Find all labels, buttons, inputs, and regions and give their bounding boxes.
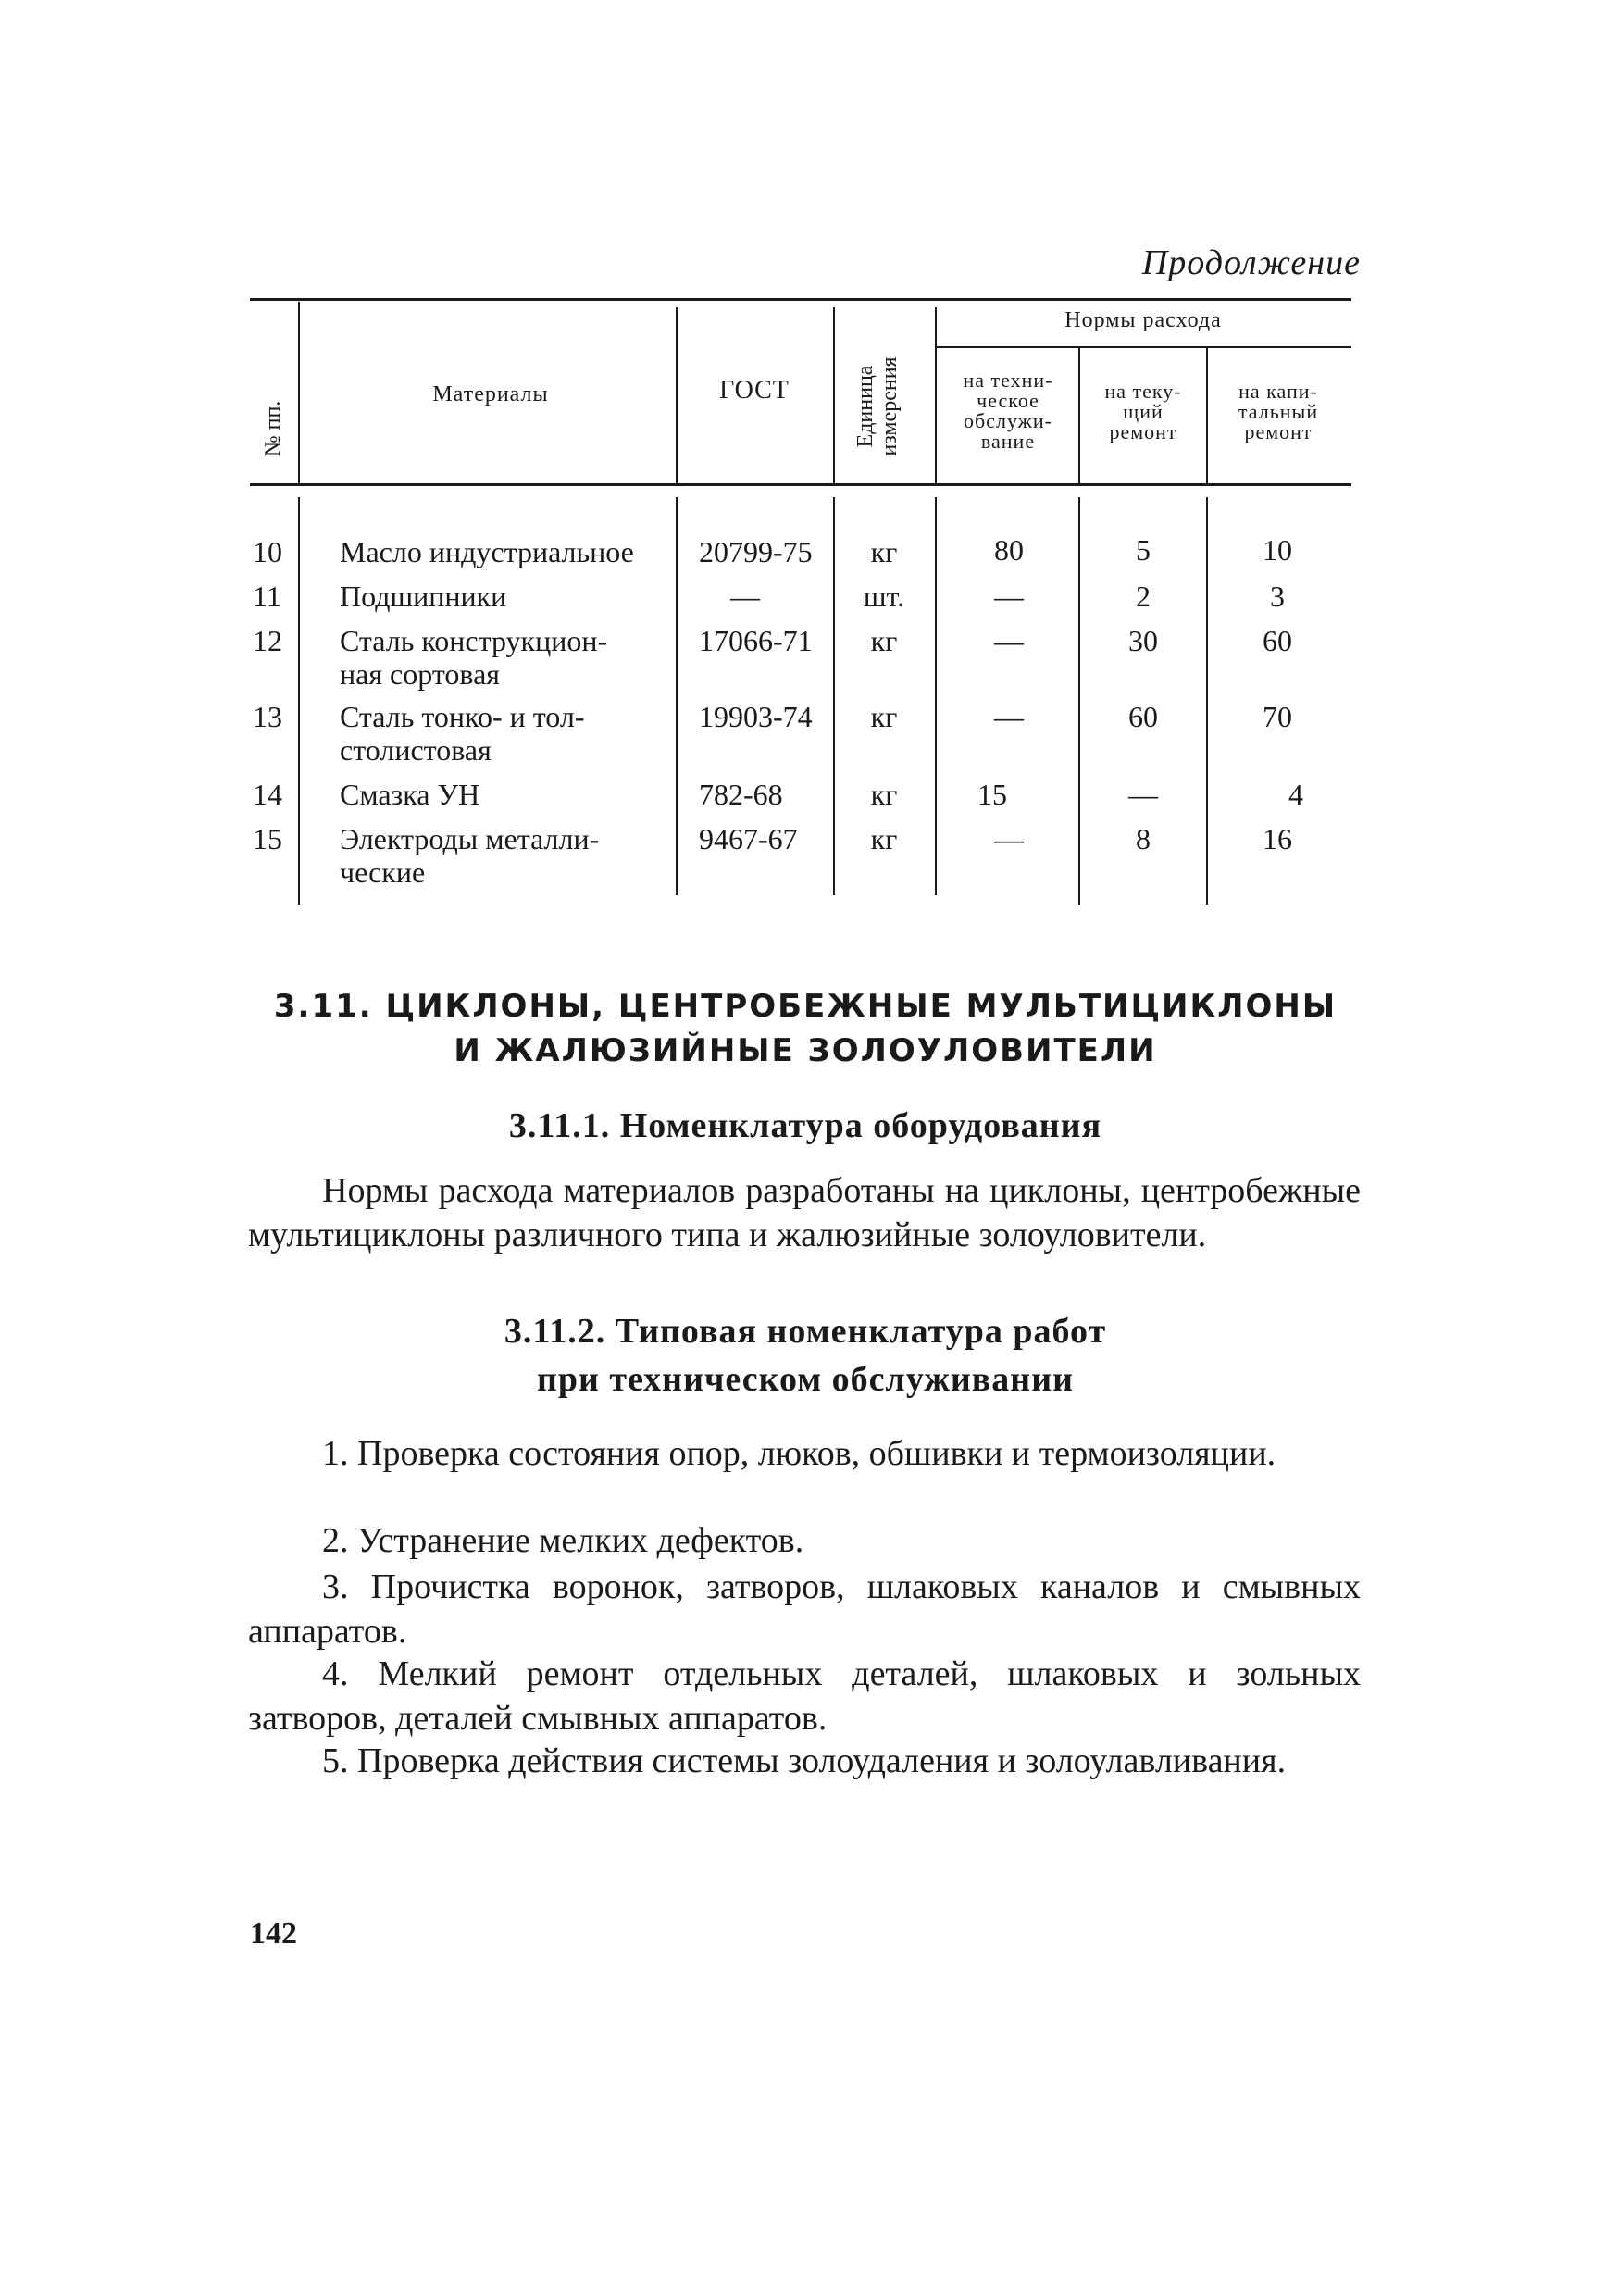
row-material: Сталь конструкцион- ная сортовая — [340, 624, 608, 691]
list-item: 2. Устранение мелких дефектов. — [322, 1521, 804, 1560]
row-current: 30 — [1128, 624, 1158, 657]
row-current: — — [1128, 778, 1158, 811]
row-capital: 70 — [1263, 700, 1292, 733]
header-bottom-rule — [250, 483, 1351, 486]
row-current: 60 — [1128, 700, 1158, 733]
materials-table — [250, 298, 1351, 909]
row-unit: кг — [870, 535, 898, 568]
header-num: № пп. — [261, 400, 285, 457]
row-material: Смазка УН — [340, 778, 480, 811]
header-norms-group: Нормы расхода — [1064, 308, 1222, 332]
header-materials: Материалы — [432, 382, 549, 406]
header-vline-3 — [833, 307, 835, 483]
row-gost: 9467-67 — [699, 822, 798, 855]
row-gost: 782-68 — [699, 778, 783, 811]
subsection-2-title-line2: при техническом обслуживании — [536, 1360, 1074, 1399]
header-vline-6 — [1206, 348, 1208, 483]
row-maintenance: — — [994, 700, 1024, 733]
list-item: 1. Проверка состояния опор, люков, обшивки и термоизоляции. — [322, 1434, 1276, 1473]
row-unit: кг — [870, 700, 898, 733]
row-gost: 20799-75 — [699, 535, 813, 568]
row-maintenance: — — [994, 822, 1024, 855]
row-gost: 19903-74 — [699, 700, 813, 733]
header-vline-1 — [298, 302, 300, 483]
row-maintenance: 80 — [994, 533, 1024, 567]
header-capital-repair: на капи- тальный ремонт — [1238, 380, 1319, 443]
header-vline-2 — [676, 307, 678, 483]
row-material: Сталь тонко- и тол- столистовая — [340, 700, 585, 767]
row-capital: 10 — [1263, 533, 1292, 567]
list-item: 3. Прочистка воронок, затворов, шлаковых каналов и смывных аппаратов. — [248, 1567, 1361, 1651]
page-number: 142 — [250, 1916, 297, 1951]
row-capital: 4 — [1288, 778, 1303, 811]
list-item: 5. Проверка действия системы золоудаления и золоулавливания. — [322, 1741, 1287, 1780]
row-maintenance: — — [994, 580, 1024, 613]
row-current: 5 — [1136, 533, 1151, 567]
row-gost: 17066-71 — [699, 624, 813, 657]
subsection-2-title-line1: 3.11.2. Типовая номенклатура работ — [504, 1312, 1107, 1351]
header-unit: Единица измерения — [853, 356, 902, 456]
row-gost: — — [730, 580, 760, 613]
row-unit: кг — [870, 624, 898, 657]
row-num: 13 — [253, 700, 282, 733]
row-maintenance: 15 — [977, 778, 1007, 811]
header-maintenance: на техни- ческое обслужи- вание — [963, 368, 1053, 453]
header-current-repair: на теку- щий ремонт — [1104, 380, 1182, 443]
row-unit: шт. — [863, 580, 905, 613]
row-current: 2 — [1136, 580, 1151, 613]
row-current: 8 — [1136, 822, 1151, 855]
row-maintenance: — — [994, 624, 1024, 657]
list-item: 4. Мелкий ремонт отдельных деталей, шлаковых и зольных затворов, деталей смывных аппаратов. — [248, 1654, 1361, 1738]
section-title-line1: 3.11. ЦИКЛОНЫ, ЦЕНТРОБЕЖНЫЕ МУЛЬТИЦИКЛОНЫ — [273, 988, 1338, 1025]
subsection-1-text: Нормы расхода материалов разработаны на циклоны, центробежные мультициклоны различного типа и жалюзийные золоуловители. — [248, 1171, 1361, 1254]
header-vline-5 — [1078, 348, 1080, 483]
row-num: 10 — [253, 535, 282, 568]
row-unit: кг — [870, 822, 898, 855]
table-top-rule — [250, 298, 1351, 301]
header-gost: ГОСТ — [719, 376, 790, 405]
body-vline-4 — [935, 497, 937, 895]
body-vline-6 — [1206, 497, 1208, 905]
continuation-label: Продолжение — [1141, 243, 1361, 282]
section-title-line2: И ЖАЛЮЗИЙНЫЕ ЗОЛОУЛОВИТЕЛИ — [454, 1032, 1157, 1069]
row-unit: кг — [870, 778, 898, 811]
row-material: Подшипники — [340, 580, 507, 613]
row-capital: 60 — [1263, 624, 1292, 657]
row-capital: 3 — [1270, 580, 1285, 613]
norms-group-rule — [935, 346, 1351, 348]
row-num: 12 — [253, 624, 282, 657]
subsection-1-title: 3.11.1. Номенклатура оборудования — [508, 1106, 1102, 1145]
row-num: 11 — [253, 580, 281, 613]
row-num: 14 — [253, 778, 282, 811]
header-vline-4 — [935, 307, 937, 483]
row-num: 15 — [253, 822, 282, 855]
row-material: Электроды металли- ческие — [340, 822, 600, 889]
body-vline-5 — [1078, 497, 1080, 905]
row-capital: 16 — [1263, 822, 1292, 855]
row-material: Масло индустриальное — [340, 535, 634, 568]
